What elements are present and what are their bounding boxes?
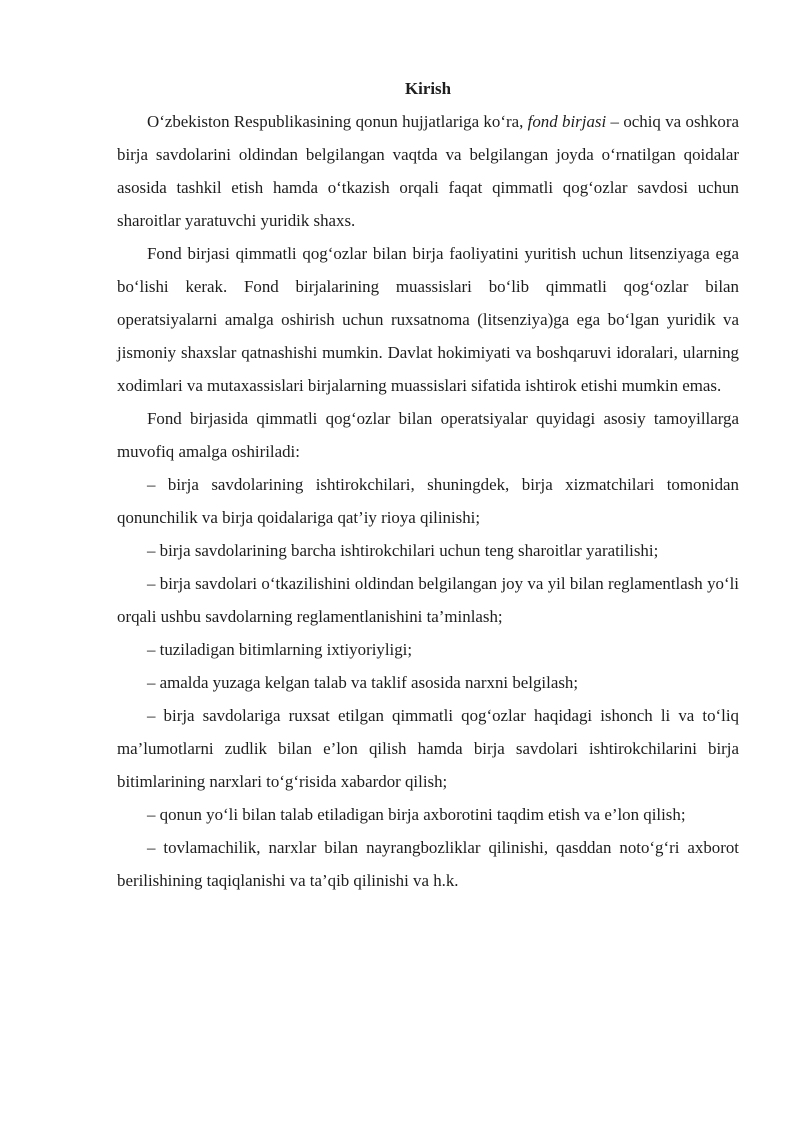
list-item: – birja savdolari o‘tkazilishini oldindan belgilangan joy va yil bilan reglamentlash yo‘li orqali ushbu savdolarning reglamentlanishini ta’minlash; — [117, 574, 739, 626]
paragraph-intro — [117, 105, 739, 237]
paragraph-license: Fond birjasi qimmatli qog‘ozlar bilan birja faoliyatini yuritish uchun litsenziyaga ega bo‘lishi kerak. Fond birjalarining muassislari bo‘lib qimmatli qog‘ozlar bilan operatsiyalarni amalga oshirish uchun ruxsatnoma (litsenziya)ga ega bo‘lgan yuridik va jismoniy shaxslar qatnashishi mumkin. Davlat hokimiyati va boshqaruvi idoralari, ularning xodimlari va mutaxassislari birjalarning muassislari sifatida ishtirok etishi mumkin emas. — [117, 244, 739, 395]
term-fond-birjasi: fond birjasi — [527, 112, 607, 131]
list-item: – birja savdolarining ishtirokchilari, shuningdek, birja xizmatchilari tomonidan qonunchilik va birja qoidalariga qat’iy rioya qilinishi; — [117, 475, 739, 527]
paragraph-principles: Fond birjasida qimmatli qog‘ozlar bilan operatsiyalar quyidagi asosiy tamoyillarga muvofiq amalga oshiriladi: — [117, 409, 739, 461]
document-title: Kirish — [405, 79, 451, 98]
list-item: – tuziladigan bitimlarning ixtiyoriyligi; — [147, 640, 413, 659]
list-item: – tovlamachilik, narxlar bilan nayrangbozliklar qilinishi, qasddan noto‘g‘ri axborot berilishining taqiqlanishi va ta’qib qilinishi va h.k. — [117, 838, 739, 890]
list-item: – birja savdolarining barcha ishtirokchilari uchun teng sharoitlar yaratilishi; — [147, 541, 659, 560]
list-item: – birja savdolariga ruxsat etilgan qimmatli qog‘ozlar haqidagi ishonch li va to‘liq ma’lumotlarni zudlik bilan e’lon qilish hamda birja savdolari ishtirokchilarini birja bitimlarining narxlari to‘g‘risida xabardor qilish; — [117, 706, 739, 791]
list-item: – qonun yo‘li bilan talab etiladigan birja axborotini taqdim etish va e’lon qilish; — [147, 805, 686, 824]
intro-text-start: O‘zbekiston Respublikasining qonun hujjatlariga ko‘ra, — [147, 112, 528, 131]
list-item: – amalda yuzaga kelgan talab va taklif asosida narxni belgilash; — [147, 673, 579, 692]
intro-text-end: – ochiq va oshkora birja savdolarini oldindan belgilangan vaqtda va belgilangan joyda o‘rnatilgan qoidalar asosida tashkil etish hamda o‘tkazish orqali faqat qimmatli qog‘ozlar savdosi uchun sharoitlar yaratuvchi yuridik shaxs. — [117, 112, 740, 230]
document-page — [117, 72, 739, 897]
